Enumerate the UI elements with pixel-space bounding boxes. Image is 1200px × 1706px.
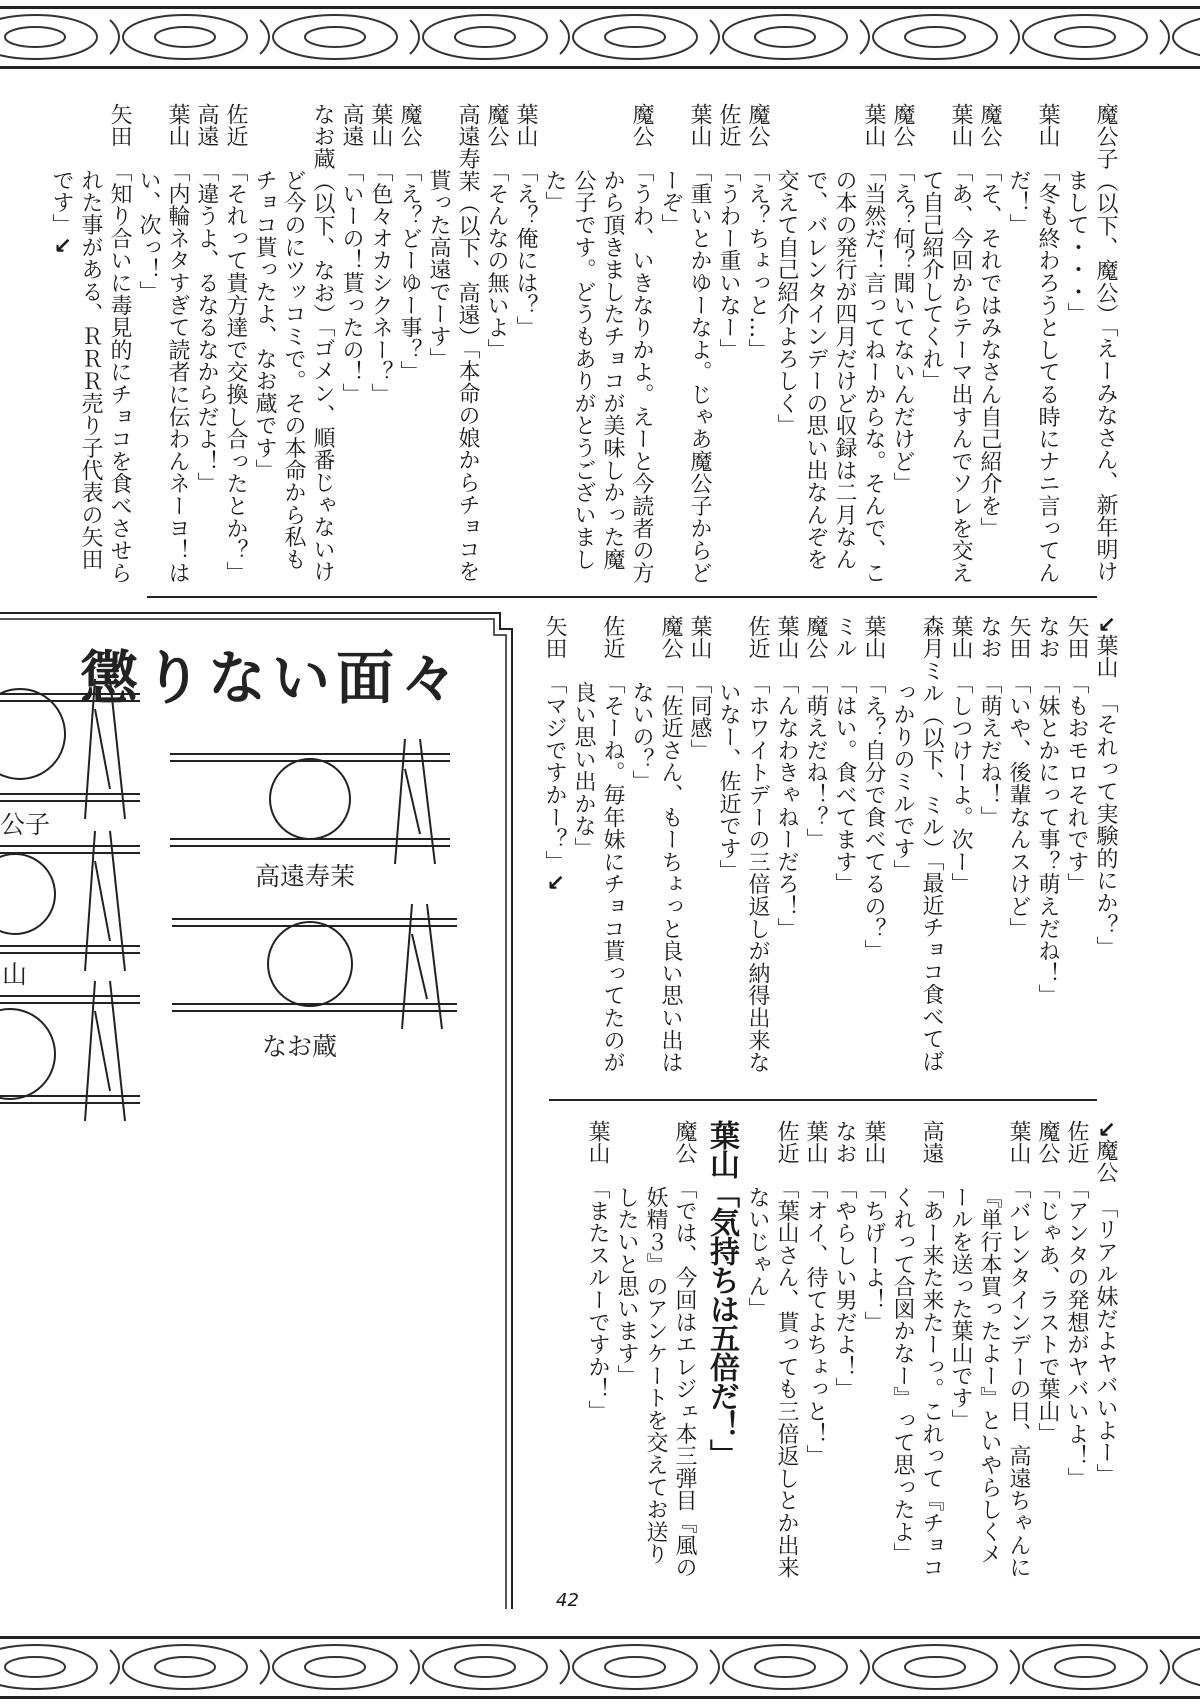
dialogue-line <box>1062 615 1091 1093</box>
ornament-leaf-icon <box>155 1657 215 1677</box>
speaker-name: 葉山 <box>1093 633 1118 679</box>
ornament-curl-icon <box>1010 1650 1019 1684</box>
speaker-name: なお <box>1035 615 1060 660</box>
dialogue-text: 「萌えだね！」 <box>977 672 1002 829</box>
ornament-leaf-icon <box>1023 15 1147 59</box>
dialogue-text: 「あ、今回からテーマ出すんでソレを交えて自己紹介してくれ」 <box>919 160 973 584</box>
character-third-drawing <box>0 1009 55 1099</box>
ornament-leaf-icon <box>573 15 697 59</box>
dialogue-line <box>1033 615 1062 1093</box>
dialogue-text: 「知り合いに毒見的にチョコを食べさせられた事がある、ＲＲＲ売り子代表の矢田です」 <box>49 160 132 584</box>
speaker-name: 葉山 <box>774 615 799 660</box>
speaker-name: 矢田 <box>542 615 567 660</box>
dialogue-line <box>612 1120 699 1585</box>
character-makouko-drawing <box>0 689 65 779</box>
dialogue-text: 「妹とかにって事？萌えだね！」 <box>1035 672 1060 1007</box>
dialogue-line <box>250 103 337 588</box>
ornament-leaf-icon <box>273 1645 397 1689</box>
dialogue-text: 「はい。食べてます」 <box>832 672 857 896</box>
dialogue-text: 「うわー重いなー」 <box>716 160 741 361</box>
ornament-curl-icon <box>860 20 869 54</box>
ornament-leaf-icon <box>1023 1645 1147 1689</box>
speaker-name: 葉山 <box>1006 1120 1031 1165</box>
speaker-name: 魔公子 <box>1093 103 1118 170</box>
dialogue-line <box>540 103 656 588</box>
dialogue-line <box>424 103 482 588</box>
dialogue-line <box>540 615 569 1093</box>
dialogue-top-section <box>47 103 1120 588</box>
dialogue-text: 「萌えだね！？」 <box>803 672 828 851</box>
decorative-top-border <box>0 0 1200 76</box>
dialogue-line <box>583 1120 612 1585</box>
dialogue-line <box>1033 1120 1062 1585</box>
dialogue-line <box>366 103 395 588</box>
dialogue-text: 「同感」 <box>687 672 712 762</box>
dialogue-text: 「佐近さん、もーちょっと良い思い出はないの？」 <box>629 672 683 1074</box>
dialogue-text: 「やらしい男だよ！」 <box>832 1177 857 1401</box>
dialogue-line <box>627 615 685 1093</box>
dialogue-line <box>743 1120 801 1585</box>
speaker-name: なお蔵 <box>310 103 335 170</box>
dialogue-text: 「じゃあ、ラストで葉山」 <box>1035 1177 1060 1445</box>
ornament-leaf-icon <box>123 15 247 59</box>
ornament-leaf-icon <box>155 27 215 47</box>
dialogue-bottom-section <box>583 1120 1120 1585</box>
speaker-name: 高遠 <box>194 103 219 148</box>
ornament-leaf-icon <box>0 15 97 59</box>
speaker-name: なお <box>977 615 1002 660</box>
dialogue-text: 「では、今回はエレジェ本三弾目『風の妖精３』のアンケートを交えてお送りしたいと思います」 <box>614 1177 697 1579</box>
ornament-leaf-icon <box>455 1657 515 1677</box>
speaker-name: 魔公 <box>672 1120 697 1165</box>
dialogue-line <box>656 103 714 588</box>
speaker-name: 森月ミル <box>919 615 944 705</box>
dialogue-line <box>975 615 1004 1093</box>
continue-arrow-icon: ↘ <box>49 235 74 255</box>
speaker-name: 高遠 <box>919 1120 944 1165</box>
ornament-leaf-icon <box>1055 1657 1115 1677</box>
ornament-curl-icon <box>1160 1650 1169 1684</box>
character-naozo-drawing <box>268 922 352 1006</box>
dialogue-line <box>801 615 830 1093</box>
dialogue-text: 「冬も終わろうとしてる時にナニ言ってんだ！」 <box>1006 160 1060 584</box>
dialogue-line <box>221 103 250 588</box>
ornament-leaf-icon <box>1055 27 1115 47</box>
section-divider <box>147 596 1097 598</box>
ornament-curl-icon <box>560 1650 569 1684</box>
dialogue-line <box>946 615 975 1093</box>
character-illustration-panel <box>0 609 530 1614</box>
speaker-name: 佐近 <box>600 615 625 660</box>
dialogue-line <box>946 1120 1033 1585</box>
dialogue-text: 「え？俺には？」 <box>513 160 538 339</box>
dialogue-line <box>192 103 221 588</box>
speaker-name: 葉山 <box>861 1120 886 1165</box>
speaker-name: 葉山 <box>803 1120 828 1165</box>
speaker-name: 魔公 <box>397 103 422 148</box>
speaker-name: 葉山 <box>687 103 712 148</box>
speaker-name: なお <box>832 1120 857 1165</box>
dialogue-line <box>337 103 366 588</box>
speaker-name: 葉山 <box>861 103 886 148</box>
speaker-name: 魔公 <box>745 103 770 148</box>
ornament-leaf-icon <box>5 1657 65 1677</box>
dialogue-line <box>1062 1120 1091 1585</box>
dialogue-line <box>1062 103 1120 588</box>
dialogue-line <box>395 103 424 588</box>
ornament-curl-icon <box>860 1650 869 1684</box>
dialogue-line <box>134 103 192 588</box>
dialogue-text: 「いーの！貰ったの！」 <box>339 160 364 406</box>
ornament-curl-icon <box>110 20 119 54</box>
dialogue-text: 「それって貴方達で交換し合ったとか？」 <box>223 160 248 584</box>
dialogue-text: 「え？ちょっと…」 <box>745 160 770 361</box>
ornament-leaf-icon <box>1173 1645 1200 1689</box>
label-naozo: なお蔵 <box>262 1032 338 1061</box>
dialogue-text: 「ちげーよ！」 <box>861 1177 886 1334</box>
ornament-curl-icon <box>710 1650 719 1684</box>
dialogue-text: 「いや、後輩なんスけど」 <box>1006 672 1031 940</box>
dialogue-text: 「え？何？聞いてないんだけど」 <box>890 160 915 495</box>
ornament-leaf-icon <box>5 27 65 47</box>
ornament-curl-icon <box>560 20 569 54</box>
dialogue-text: 「それって実験的にか？」 <box>1093 690 1118 959</box>
dialogue-text: （以下、なお）「ゴメン、順番じゃないけど今のにツッコミで。その本命から私もチョコ貰ったよ、なお蔵です」 <box>252 169 335 583</box>
ornament-curl-icon <box>260 20 269 54</box>
speaker-name: 佐近 <box>716 103 741 148</box>
ornament-leaf-icon <box>573 1645 697 1689</box>
label-hayama: 山 <box>2 960 28 989</box>
ornament-curl-icon <box>1010 20 1019 54</box>
speaker-name: ミル <box>832 615 857 660</box>
ornament-leaf-icon <box>873 15 997 59</box>
ornament-curl-icon <box>260 1650 269 1684</box>
dialogue-text: （以下、高遠）「本命の娘からチョコを貰った高遠でーす」 <box>426 169 480 583</box>
speaker-name: 佐近 <box>1064 1120 1089 1165</box>
speaker-name: 佐近 <box>745 615 770 660</box>
headline-quote: 葉山「気持ちは五倍だ！」 <box>704 1120 739 1468</box>
speaker-name: 葉山 <box>1035 103 1060 148</box>
speaker-name: 魔公 <box>803 615 828 660</box>
dialogue-line <box>888 103 917 588</box>
dialogue-line <box>888 1120 946 1585</box>
ornament-leaf-icon <box>423 1645 547 1689</box>
character-takato-drawing <box>270 759 350 839</box>
speaker-name: 高遠寿茉 <box>455 103 480 193</box>
speaker-name: 魔公 <box>484 103 509 148</box>
character-hayama-drawing <box>0 854 55 934</box>
dialogue-line <box>859 1120 888 1585</box>
speaker-name: 矢田 <box>107 103 132 148</box>
dialogue-text: 「もおモロそれです」 <box>1064 672 1089 896</box>
frame-third <box>0 981 140 1121</box>
ornament-leaf-icon <box>723 15 847 59</box>
speaker-name: 葉山 <box>585 1120 610 1165</box>
panel-frame-drawing <box>0 609 530 1614</box>
dialogue-text: 「そんなの無いよ」 <box>484 160 509 361</box>
page-number: 42 <box>556 1590 579 1611</box>
ornament-leaf-icon <box>273 15 397 59</box>
ornament-leaf-icon <box>723 1645 847 1689</box>
dialogue-line <box>917 103 975 588</box>
dialogue-line <box>714 103 743 588</box>
dialogue-line <box>685 615 714 1093</box>
dialogue-text: 「うわ、いきなりかよ。えーと今読者の方から頂きましたチョコが美味しかった魔公子です。どうもありがとうございました」 <box>542 160 654 584</box>
dialogue-text: 「そーね。毎年妹にチョコ貰ってたのが良い思い出かな」 <box>571 672 625 1074</box>
dialogue-text: 「色々オカシクネー？」 <box>368 160 393 406</box>
dialogue-text: 「しつけーよ。次ー」 <box>948 672 973 896</box>
speaker-name: 矢田 <box>1006 615 1031 660</box>
ornament-curl-icon <box>710 20 719 54</box>
dialogue-text: 「違うよ、るなるなからだよ！」 <box>194 160 219 495</box>
speaker-name: 高遠 <box>339 103 364 148</box>
dialogue-text: （以下、魔公）「えーみなさん、新年明けまして・・・」 <box>1064 169 1118 583</box>
dialogue-line <box>569 615 627 1093</box>
speaker-name: 魔公 <box>890 103 915 148</box>
dialogue-line <box>859 615 888 1093</box>
dialogue-line <box>1004 103 1062 588</box>
speaker-name: 葉山 <box>368 103 393 148</box>
speaker-name: 魔公 <box>629 103 654 148</box>
ornament-leaf-icon <box>873 1645 997 1689</box>
dialogue-text: 「葉山さん、貰っても三倍返しとか出来ないじゃん」 <box>745 1177 799 1579</box>
speaker-name: 葉山 <box>165 103 190 148</box>
speaker-name: 葉山 <box>513 103 538 148</box>
speaker-name: 葉山 <box>948 615 973 660</box>
ornament-leaf-icon <box>0 1645 97 1689</box>
ornament-leaf-icon <box>455 27 515 47</box>
dialogue-text: 「またスルーですか！」 <box>585 1177 610 1423</box>
dialogue-text: 「んなわきゃねーだろ！」 <box>774 672 799 940</box>
panel-title: 懲りない面々 <box>80 644 465 712</box>
dialogue-text: 「え？自分で食べてるの？」 <box>861 672 886 963</box>
dialogue-text: 「ホワイトデーの三倍返しが納得出来ないなー、佐近です」 <box>716 672 770 1074</box>
decorative-bottom-border <box>0 1630 1200 1706</box>
frame-takato <box>170 739 450 864</box>
ornament-leaf-icon <box>905 1657 965 1677</box>
dialogue-text: 「そ、それではみなさん自己紹介を」 <box>977 160 1002 540</box>
speaker-name: 葉山 <box>687 615 712 660</box>
dialogue-line <box>888 615 946 1093</box>
dialogue-line <box>743 103 772 588</box>
dialogue-text: 「アンタの発想がヤバいよ！」 <box>1064 1177 1089 1490</box>
dialogue-text: 「重いとかゆーなよ。じゃあ魔公子からどーぞ」 <box>658 160 712 584</box>
dialogue-line <box>975 103 1004 588</box>
dialogue-text: 「マジですかー？」 <box>542 672 567 873</box>
dialogue-line <box>830 1120 859 1585</box>
dialogue-text: （以下、ミル）「最近チョコ食べてばっかりのミルです」 <box>890 681 944 1073</box>
ornament-curl-icon <box>410 1650 419 1684</box>
dialogue-line <box>830 615 859 1093</box>
ornament-leaf-icon <box>423 15 547 59</box>
continue-arrow-icon: ↘ <box>542 872 567 892</box>
dialogue-text: 「あー来た来たーっ。これって『チョコくれって合図かなー』って思ったよ」 <box>890 1177 944 1579</box>
speaker-name: 魔公 <box>1093 1138 1118 1184</box>
continue-arrow-icon: ↘ <box>1093 615 1118 634</box>
ornament-leaf-icon <box>605 1657 665 1677</box>
label-makouko: 公子 <box>0 810 51 839</box>
dialogue-text: 「バレンタインデーの日、高遠ちゃんに『単行本買ったよー』といやらしくメールを送った葉山です」 <box>948 1177 1031 1579</box>
ornament-leaf-icon <box>305 1657 365 1677</box>
frame-hayama <box>0 831 140 971</box>
dialogue-line <box>511 103 540 588</box>
ornament-leaf-icon <box>605 27 665 47</box>
label-takato: 高遠寿茉 <box>255 862 356 891</box>
dialogue-line <box>772 103 888 588</box>
ornament-leaf-icon <box>755 27 815 47</box>
ornament-leaf-icon <box>305 27 365 47</box>
dialogue-line <box>47 103 134 588</box>
dialogue-line <box>1091 1120 1120 1585</box>
speaker-name: 葉山 <box>861 615 886 660</box>
ornament-leaf-icon <box>123 1645 247 1689</box>
dialogue-line <box>1091 615 1120 1093</box>
dialogue-text: 「当然だ！言ってねーからな。そんで、この本の発行が四月だけど収録は二月なんで、バレンタインデーの思い出なんぞを交えて自己紹介よろしく」 <box>774 160 886 584</box>
speaker-name: 魔公 <box>977 103 1002 148</box>
dialogue-line <box>714 615 772 1093</box>
speaker-name: 葉山 <box>948 103 973 148</box>
speaker-name: 魔公 <box>1035 1120 1060 1165</box>
dialogue-text: 「え？どーゆー事？」 <box>397 160 422 384</box>
ornament-curl-icon <box>110 1650 119 1684</box>
dialogue-line <box>482 103 511 588</box>
ornament-curl-icon <box>1160 20 1169 54</box>
continue-arrow-icon: ↘ <box>1093 1120 1118 1139</box>
speaker-name: 佐近 <box>774 1120 799 1165</box>
speaker-name: 佐近 <box>223 103 248 148</box>
speaker-name: 魔公 <box>658 615 683 660</box>
dialogue-text: 「オイ、待てよちょっと！」 <box>803 1177 828 1468</box>
ornament-leaf-icon <box>905 27 965 47</box>
ornament-leaf-icon <box>755 1657 815 1677</box>
dialogue-line <box>772 615 801 1093</box>
dialogue-line <box>801 1120 830 1585</box>
dialogue-line <box>1004 615 1033 1093</box>
section-divider <box>549 1099 1097 1101</box>
dialogue-text: 「内輪ネタすぎて読者に伝わんネーヨ！はい、次っ！」 <box>136 160 190 584</box>
dialogue-text: 「リアル妹だよヤバいよー」 <box>1093 1195 1118 1486</box>
speaker-name: 矢田 <box>1064 615 1089 660</box>
dialogue-middle-section <box>540 615 1120 1093</box>
ornament-curl-icon <box>410 20 419 54</box>
ornament-leaf-icon <box>1173 15 1200 59</box>
